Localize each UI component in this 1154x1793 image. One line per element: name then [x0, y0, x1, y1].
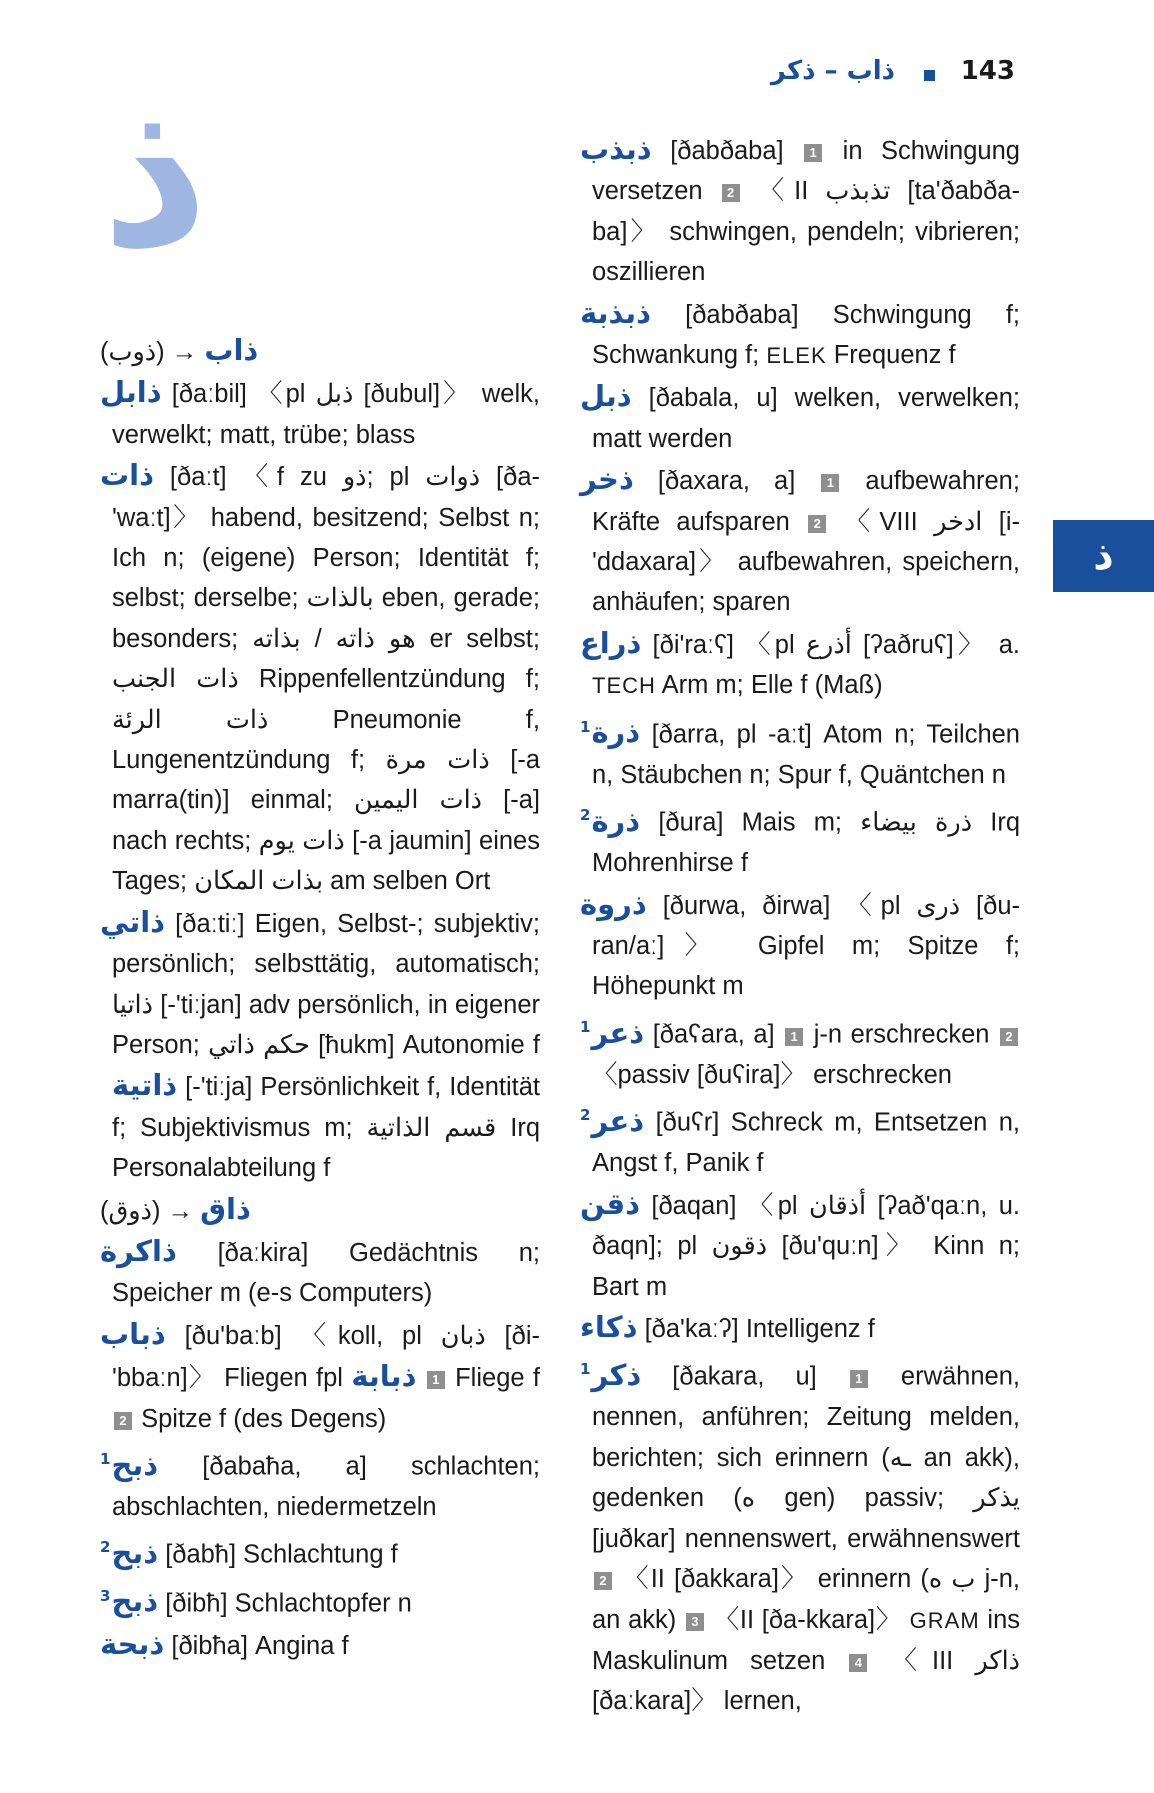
headword-text: ذعر	[591, 1015, 645, 1050]
headword	[580, 1016, 644, 1050]
entry-text: Fliege f	[455, 1364, 540, 1393]
entry-text: Spitze f (des Degens)	[141, 1404, 387, 1433]
dictionary-entry	[580, 459, 1020, 623]
dictionary-entry	[580, 1349, 1020, 1721]
sense-number: 2	[594, 1572, 612, 1590]
dictionary-entry	[100, 1624, 540, 1666]
entry-text: [ðaːt] 〈f zu ذو; pl ذوات [ða-'waːt]〉 habend, besitzend; Selbst n; Ich n; (eigene) Person; Identität f; selbst; derselbe; بالذات eben, gerade; besonders; هو ذاته / بذاته er selbst; ذات الجنب Rippenfellentzündung f; ذات الرئة Pneumonie f, Lungenentzündung f; ذات مرة [-a marra(tin)] einmal; ذات اليمين [-a] nach rechts; ذات يوم [-a jaumin] eines Tages; بذات المكان am selben Ort	[112, 463, 540, 896]
dictionary-entry	[580, 884, 1020, 1007]
subject-label: ELEK	[766, 343, 827, 369]
dictionary-entry	[580, 795, 1020, 883]
entry-text: [ðaqan] 〈pl أذقان [ʔað'qaːn, u. ðaqn]; pl ذقون [ðu'quːn]〉 Kinn n; Bart m	[592, 1191, 1020, 1301]
entry-text: 〈II تذبذب [ta'ðabða-ba]〉 schwingen, pendeln; vibrieren; oszillieren	[592, 177, 1020, 287]
entry-text: [ðabħ] Schlachtung f	[165, 1541, 398, 1570]
sense-number: 2	[808, 515, 826, 533]
headword	[100, 1584, 158, 1618]
entry-text: [ðaːbil] 〈pl ذبل [ðubul]〉 welk, verwelkt; matt, trübe; blass	[112, 380, 540, 449]
dictionary-entry	[100, 1314, 540, 1439]
homograph-number: 1	[580, 1017, 591, 1036]
entry-text: 〈passiv [ðuʕira]〉 erschrecken	[592, 1060, 952, 1089]
entry-text: [ðabala, u] welken, verwelken; matt werden	[592, 384, 1020, 453]
headword	[580, 715, 640, 749]
entry-text: 〈VIII ادخر [i-'ddaxara]〉 aufbewahren, speichern, anhäufen; sparen	[592, 507, 1020, 617]
headword: ذاق	[200, 1191, 251, 1226]
dictionary-entry	[580, 1007, 1020, 1095]
sense-number: 4	[849, 1654, 867, 1672]
entry-text: Arm m; Elle f (Maß)	[661, 671, 883, 700]
subject-label: TECH	[592, 673, 656, 699]
homograph-number: 1	[100, 1449, 111, 1468]
headword: ذقن	[580, 1186, 640, 1221]
entry-text: 〈II [ða-kkara]〉	[713, 1605, 902, 1634]
subject-label: GRAM	[909, 1607, 980, 1633]
entry-text: erwähnen, nennen, anführen; Zeitung melden, berichten; sich erinnern (ـه an akk), gedenken (ه gen) passiv; يذكر [juðkar] nennenswert, erwähnenswert	[592, 1363, 1020, 1553]
headword: ذبابة	[351, 1359, 417, 1394]
dictionary-entry	[580, 707, 1020, 795]
dictionary-entry	[580, 1095, 1020, 1183]
dictionary-entry	[580, 129, 1020, 293]
sense-number: 1	[785, 1028, 803, 1046]
headword: ذباب	[100, 1316, 166, 1351]
entry-text: 〈III ذاكر [ðaːkara]〉 lernen,	[592, 1646, 1021, 1716]
entry-text: j-n erschrecken	[813, 1020, 990, 1049]
page-number: 143	[960, 56, 1015, 86]
sense-number: 1	[821, 474, 839, 492]
dictionary-entry	[580, 376, 1020, 459]
headword	[580, 1358, 641, 1392]
dictionary-entry	[100, 1576, 540, 1624]
dictionary-entry	[100, 372, 540, 455]
headword-text: ذبح	[111, 1584, 159, 1619]
dictionary-entry	[100, 455, 540, 901]
entry-text: aufbewahren; Kräfte aufsparen	[592, 467, 1020, 536]
dictionary-entry	[100, 1189, 540, 1231]
dictionary-entry	[100, 1231, 540, 1314]
headword: ذروة	[580, 886, 647, 921]
entry-text: [ðabðaba]	[670, 137, 784, 165]
headword: ذخر	[580, 462, 634, 497]
entry-text: → (ذوب)	[100, 338, 198, 366]
entry-text: ins Maskulinum setzen	[592, 1605, 1021, 1675]
headword-text: ذرة	[591, 715, 641, 750]
headword: ذات	[100, 458, 154, 493]
sense-number: 2	[722, 184, 740, 202]
dictionary-entry	[100, 330, 540, 372]
homograph-number: 2	[580, 1106, 591, 1125]
headword	[580, 1104, 644, 1138]
entry-text: [ðuʕr] Schreck m, Entsetzen n, Angst f, Panik f	[592, 1108, 1020, 1178]
headword: ذكاء	[580, 1310, 638, 1344]
headword-text: ذرة	[591, 803, 641, 838]
homograph-number: 1	[580, 1360, 591, 1379]
entry-text: [ðaxara, a]	[657, 467, 796, 496]
sense-number: 3	[686, 1613, 704, 1631]
headword: ذراع	[580, 625, 642, 660]
entry-text: [ðibħ] Schlachtopfer n	[165, 1589, 412, 1618]
thumb-index-tab: ذ	[1053, 520, 1154, 592]
headword: ذاتي	[100, 904, 166, 939]
entry-text: [ðabaħa, a] schlachten; abschlachten, niedermetzeln	[112, 1452, 540, 1522]
entry-text: [ðaʕara, a]	[652, 1020, 775, 1049]
dictionary-entry	[580, 293, 1020, 377]
headword: ذبحة	[100, 1626, 165, 1661]
section-letter: ذ	[101, 50, 209, 295]
headword: ذبذب	[580, 132, 652, 166]
entry-text: [-'tiːja] Persönlichkeit f, Identität f; Subjektivismus m; قسم الذاتية Irq Personalabteilung f	[112, 1073, 541, 1183]
entry-text: [ðurwa, ðirwa] 〈pl ذرى [ðu-ran/aː]〉 Gipfel m; Spitze f; Höhepunkt m	[592, 891, 1020, 1001]
homograph-number: 2	[100, 1538, 111, 1557]
entry-text: [ðarra, pl -aːt] Atom n; Teilchen n, Stäubchen n; Spur f, Quäntchen n	[592, 720, 1020, 789]
right-column	[580, 129, 1020, 1722]
sense-number: 1	[427, 1371, 445, 1389]
sense-number: 2	[114, 1412, 132, 1430]
entry-text: 〈II [ðakkara]〉 erinnern (ب ه j-n, an akk)	[592, 1565, 1020, 1634]
headword: ذابل	[100, 375, 162, 410]
entry-text: Frequenz f	[833, 341, 956, 370]
entry-text: [ði'raːʕ] 〈pl أذرع [ʔaðruʕ]〉 a.	[652, 630, 1020, 659]
homograph-number: 1	[580, 717, 591, 736]
dictionary-entry	[580, 1184, 1020, 1307]
dictionary-entry	[580, 623, 1020, 707]
headword	[100, 1448, 158, 1482]
headword	[100, 1536, 158, 1570]
entry-text: → (ذوق)	[100, 1196, 194, 1225]
homograph-number: 2	[580, 806, 591, 825]
headword-text: ذبح	[111, 1536, 159, 1571]
headword-text: ذبح	[111, 1447, 159, 1482]
sense-number: 1	[850, 1370, 868, 1388]
page-header	[770, 56, 1015, 96]
sense-number: 2	[1000, 1028, 1018, 1046]
entry-text: [ðibħa] Angina f	[171, 1631, 349, 1660]
headword-text: ذكر	[591, 1358, 642, 1393]
entry-text: [ðabðaba] Schwingung f; Schwankung f;	[592, 300, 1020, 370]
dictionary-entry	[100, 902, 540, 1189]
headword-text: ذعر	[591, 1103, 645, 1138]
entry-text: in Schwingung versetzen	[592, 137, 1020, 206]
dictionary-entry	[580, 1307, 1020, 1349]
entry-text: [ða'kaːʔ] Intelligenz f	[644, 1315, 875, 1343]
headword	[580, 804, 640, 838]
headword: ذبل	[580, 379, 632, 414]
entry-text: [ðura] Mais m; ذرة بيضاء Irq Mohrenhirse f	[592, 808, 1021, 878]
left-column	[100, 330, 540, 1666]
headword: ذبذبة	[580, 295, 651, 330]
dictionary-entry	[100, 1439, 540, 1527]
entry-text: [ðaːkira] Gedächtnis n; Speicher m (e-s Computers)	[112, 1238, 541, 1308]
entry-text: [ðakara, u]	[672, 1363, 817, 1392]
header-square-icon	[924, 70, 935, 81]
header-range: ذاب – ذكر	[770, 56, 895, 86]
headword: ذاكرة	[100, 1233, 177, 1268]
homograph-number: 3	[100, 1586, 111, 1605]
sense-number: 1	[804, 144, 822, 162]
headword: ذاتية	[112, 1068, 178, 1103]
headword: ذاب	[204, 333, 259, 367]
entry-text: [ðaːtiː] Eigen, Selbst-; subjektiv; persönlich; selbsttätig, automatisch; ذاتيا [-'tiːjan] adv persönlich, in eigener Person; حكم ذاتي [ħukm] Autonomie f	[112, 909, 540, 1059]
entry-text: [ðu'baːb] 〈koll, pl ذبان [ði-'bbaːn]〉 Fliegen fpl	[112, 1321, 540, 1393]
dictionary-entry	[100, 1527, 540, 1575]
